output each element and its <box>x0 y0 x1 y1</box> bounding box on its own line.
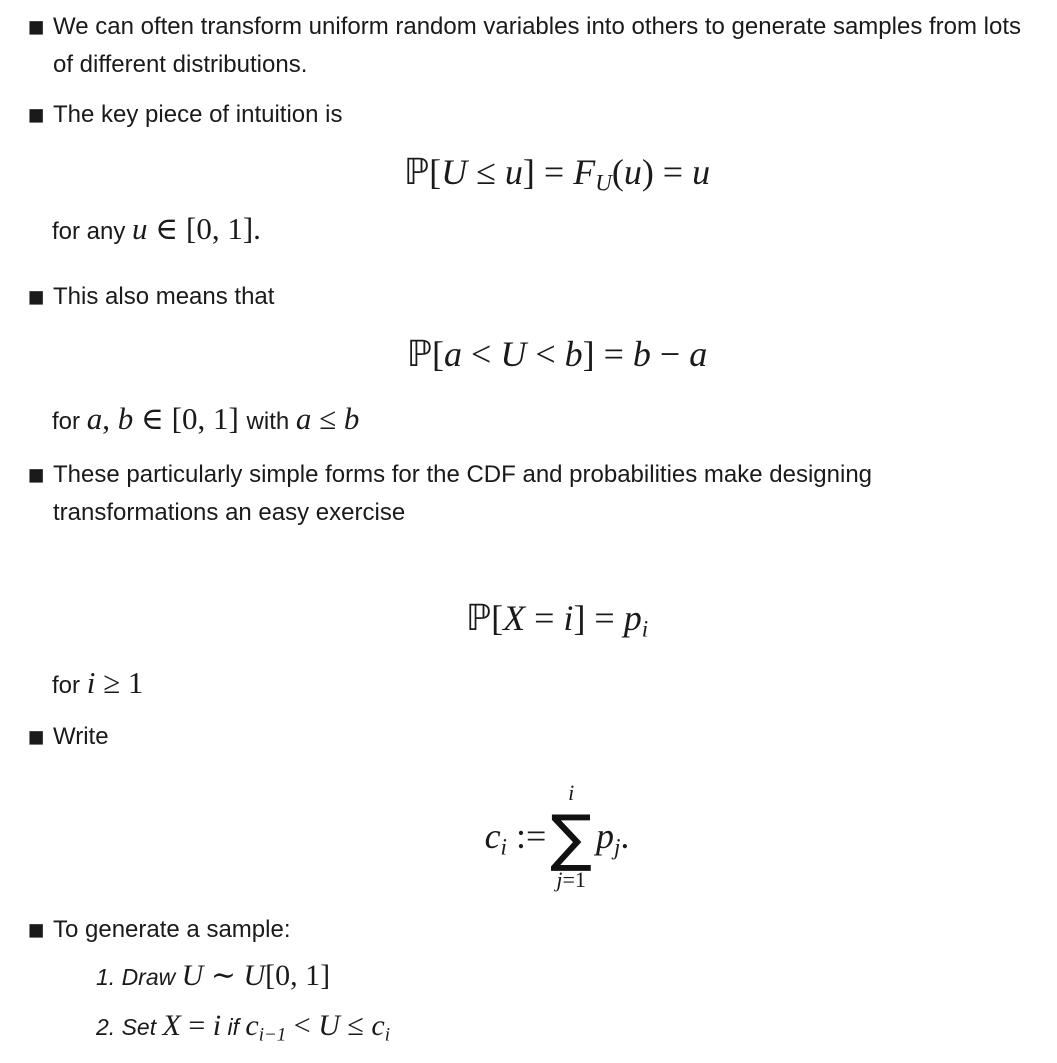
math-token: 2. Set <box>96 1014 163 1040</box>
math-token: − <box>650 334 690 374</box>
math-token: ∈ [0, 1] <box>133 401 247 436</box>
math-token: ≤ <box>467 152 505 192</box>
math-token: ℙ <box>406 334 432 375</box>
math-token: i <box>500 834 507 860</box>
sigma-icon: ∑ <box>550 801 593 874</box>
math-token: b <box>632 334 651 374</box>
bullet-item-intuition <box>27 96 1037 134</box>
math-token: i <box>568 780 575 805</box>
bullet-square-icon: ▪ <box>27 914 46 945</box>
math-token: u <box>504 152 523 192</box>
math-token: [ <box>432 334 444 374</box>
math-token: ] = <box>522 152 574 192</box>
bullet-square-icon: ▪ <box>27 99 46 130</box>
formula-pmf <box>57 592 1057 655</box>
math-token: U <box>595 170 612 196</box>
bullet-item-also-means <box>27 278 1037 316</box>
bullet-square-icon: ▪ <box>27 281 46 312</box>
math-token: c <box>484 816 501 857</box>
math-token: X <box>503 598 526 638</box>
bullet-text-simple-forms: These particularly simple forms for the CDF and probabilities make designing transformations an easy exercise <box>53 461 873 526</box>
math-token: i <box>384 1024 390 1046</box>
math-token: ∼ <box>203 959 244 992</box>
math-token: for <box>52 408 87 435</box>
bullet-text-transform: We can often transform uniform random variables into others to generate samples from lots of different distributions. <box>53 13 1022 78</box>
math-token: [0, 1] <box>265 959 331 992</box>
bullet-text-write: Write <box>53 723 109 750</box>
math-token: . <box>620 816 630 857</box>
math-token: p <box>623 598 642 638</box>
math-token: c <box>245 1009 259 1042</box>
math-token: if <box>221 1014 246 1040</box>
math-token: i <box>212 1009 222 1042</box>
math-token: p <box>596 816 615 857</box>
bullet-text-generate-sample: To generate a sample: <box>53 916 291 943</box>
formula-cumsum-left <box>485 815 547 860</box>
math-token: j <box>556 867 563 892</box>
math-token: c <box>371 1009 385 1042</box>
math-token: for any <box>52 218 133 245</box>
math-token: i−1 <box>258 1024 287 1046</box>
math-token: =1 <box>562 867 586 892</box>
math-token: < <box>526 334 565 374</box>
line-for-any-u <box>52 206 261 255</box>
math-token: u <box>692 152 711 192</box>
math-token: a <box>689 334 708 374</box>
math-token: U <box>181 959 204 992</box>
bullet-item-write <box>27 718 1037 756</box>
bullet-item-simple-forms <box>27 456 1037 532</box>
formula-cumulative-sum <box>57 781 1057 895</box>
math-token: a <box>86 401 103 436</box>
formula-cumsum-right <box>596 815 629 860</box>
bullet-text-intuition: The key piece of intuition is <box>53 101 343 128</box>
math-token: ] = <box>582 334 633 374</box>
math-token: b <box>564 334 583 374</box>
line-for-a-b <box>52 396 359 445</box>
math-token: U <box>243 959 266 992</box>
formula-interval-prob <box>57 328 1057 388</box>
math-token: X <box>162 1009 181 1042</box>
bullet-item-transform <box>27 8 1037 84</box>
math-token: [ <box>491 598 504 638</box>
math-token: ] = <box>573 598 624 638</box>
math-token: b <box>343 401 360 436</box>
bullet-square-icon: ▪ <box>27 11 46 42</box>
line-for-i <box>52 660 143 709</box>
math-token: u <box>623 152 642 192</box>
math-token: b <box>117 401 134 436</box>
math-token: ≤ <box>311 401 344 436</box>
bullet-text-also-means: This also means that <box>53 283 275 310</box>
bullet-square-icon: ▪ <box>27 721 46 752</box>
math-token: with <box>246 408 296 435</box>
math-token: ) = <box>641 152 693 192</box>
bullet-square-icon: ▪ <box>27 459 46 490</box>
math-token: a <box>295 401 312 436</box>
math-token: u <box>132 211 148 246</box>
math-token: i <box>86 665 96 700</box>
math-token: < <box>286 1009 319 1042</box>
summation-operator <box>550 781 592 895</box>
step-1-draw <box>96 954 330 999</box>
math-token: i <box>563 598 574 638</box>
math-token: [ <box>429 152 442 192</box>
bullet-item-generate-sample <box>27 911 1037 949</box>
math-token: j <box>614 834 621 860</box>
math-token: ℙ <box>465 598 492 639</box>
sum-lower-limit <box>556 868 586 895</box>
math-token: U <box>441 152 468 192</box>
math-token: = <box>525 598 564 638</box>
math-token: < <box>462 334 501 374</box>
math-token: ≥ 1 <box>95 665 144 700</box>
formula-cdf-uniform <box>57 146 1057 209</box>
math-token: ( <box>611 152 624 192</box>
math-token: := <box>506 816 547 857</box>
math-token: i <box>641 616 649 642</box>
math-token: ℙ <box>403 152 430 193</box>
math-token: a <box>444 334 462 374</box>
math-token: ≤ <box>339 1009 372 1042</box>
math-token: 1. Draw <box>96 964 182 990</box>
math-token: , <box>102 401 118 436</box>
math-token: F <box>573 152 596 192</box>
math-token: = <box>180 1009 213 1042</box>
step-2-set <box>96 1004 390 1057</box>
math-token: ∈ [0, 1]. <box>147 211 261 246</box>
math-token: for <box>52 672 87 699</box>
math-token: U <box>500 334 527 374</box>
math-token: U <box>318 1009 340 1042</box>
